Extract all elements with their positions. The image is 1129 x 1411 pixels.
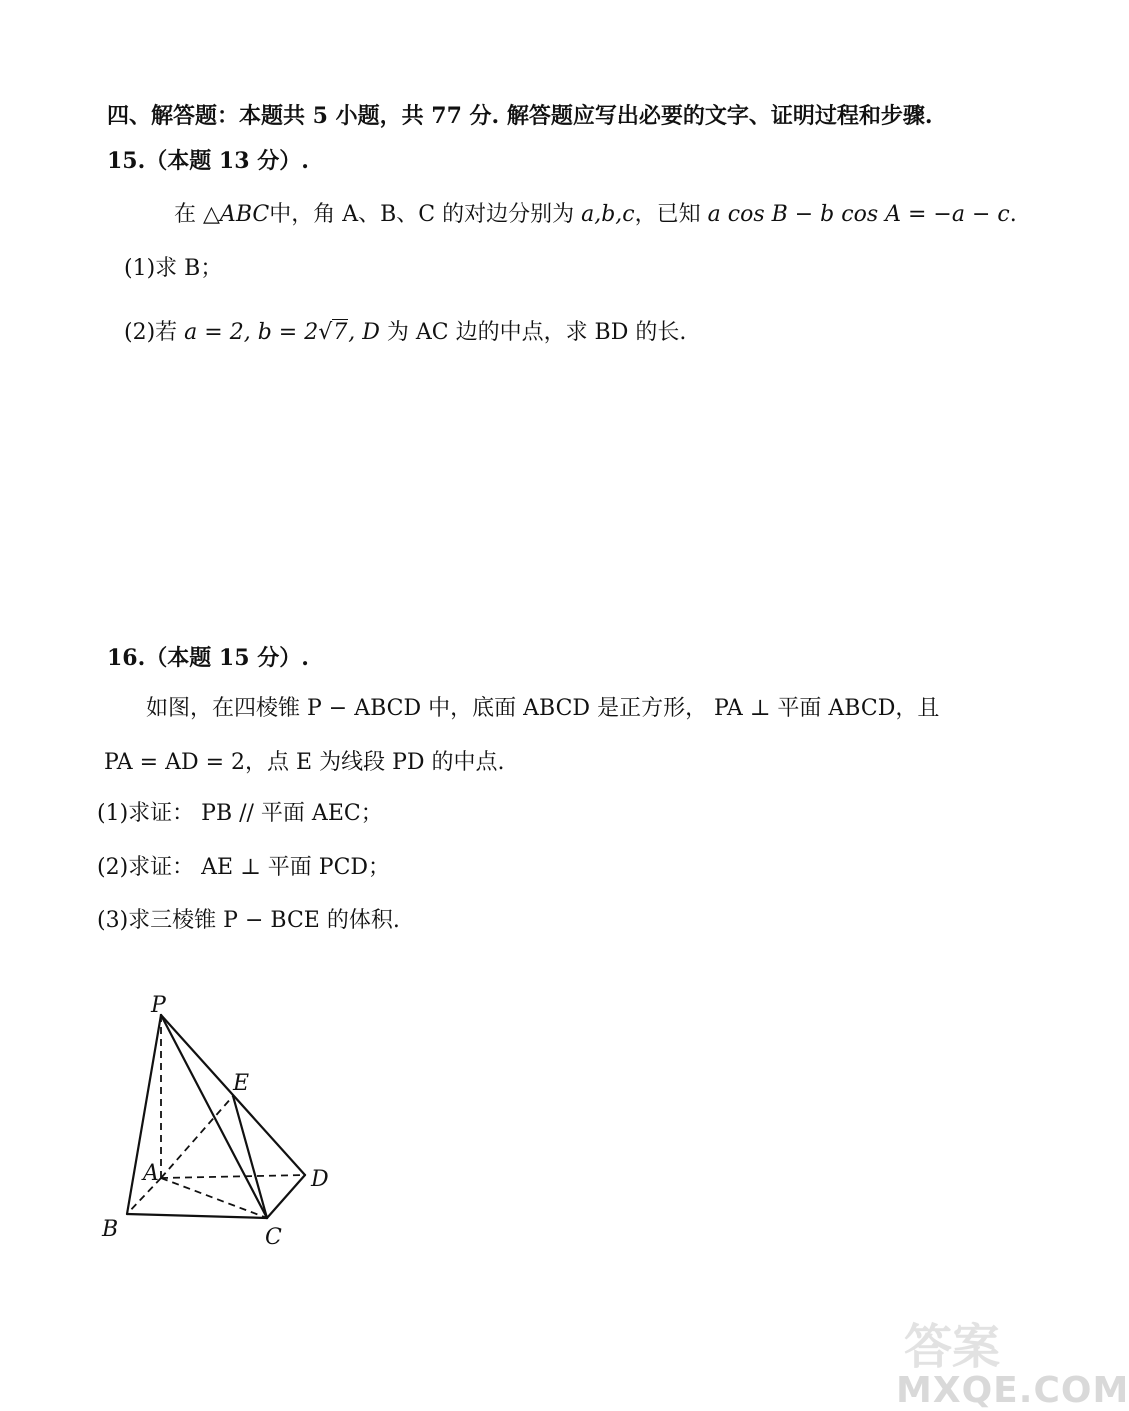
edge-BC [127,1214,267,1218]
edge-AE [161,1096,233,1178]
q15-part2-cond-d: , D [348,320,380,345]
watermark [896,1306,1129,1411]
question-15-stem [174,204,1017,226]
q15-stem-prefix: 在 [174,202,197,227]
label-E: E [233,1071,250,1096]
question-15-title: 15.（本题 13 分）. [107,148,309,174]
q15-stem-triangle: △ABC [203,202,270,227]
q15-stem-mid: 中，角 A、B、C 的对边分别为 [269,202,575,227]
watermark-logo: 答案 [904,1319,1001,1375]
watermark-text: MXQE.COM [896,1370,1129,1411]
label-B: B [102,1217,119,1242]
edge-AD [161,1175,305,1178]
question-15-part-1: (1)求 B； [124,256,223,281]
label-C: C [265,1225,282,1250]
question-15-part-2 [124,322,686,344]
q15-stem-vars: a,b,c [581,202,635,227]
edge-AC [161,1178,267,1218]
q15-part2-prefix: (2)若 [124,320,178,345]
question-16-part-1: (1)求证： PB // 平面 AEC； [97,801,383,826]
question-16-part-3: (3)求三棱锥 P − BCE 的体积. [97,908,400,933]
label-A: A [143,1161,159,1186]
q15-stem-end: . [1009,202,1017,227]
question-16-stem-line-1: 如图，在四棱锥 P − ABCD 中，底面 ABCD 是正方形， PA ⊥ 平面 ABCD，且 [146,696,940,721]
section-heading: 四、解答题：本题共 5 小题，共 77 分. 解答题应写出必要的文字、证明过程和步骤. [107,103,933,129]
q15-stem-known: ，已知 [634,202,701,227]
q15-stem-equation: a cos B − b cos A = −a − c [707,202,1010,227]
q15-part2-cond-a: a = 2, b = 2 [184,320,319,345]
question-16-stem-line-2: PA = AD = 2，点 E 为线段 PD 的中点. [104,750,505,775]
q15-part2-radicand: 7 [333,320,348,345]
question-16-title: 16.（本题 15 分）. [107,645,309,671]
q15-part2-suffix: 为 AC 边的中点，求 BD 的长. [386,320,687,345]
pyramid-figure [95,990,355,1250]
label-D: D [311,1167,329,1192]
sqrt-sign: √7 [318,320,348,345]
edge-CD [267,1175,305,1218]
question-16-part-2: (2)求证： AE ⊥ 平面 PCD； [97,855,391,880]
label-P: P [151,993,166,1018]
